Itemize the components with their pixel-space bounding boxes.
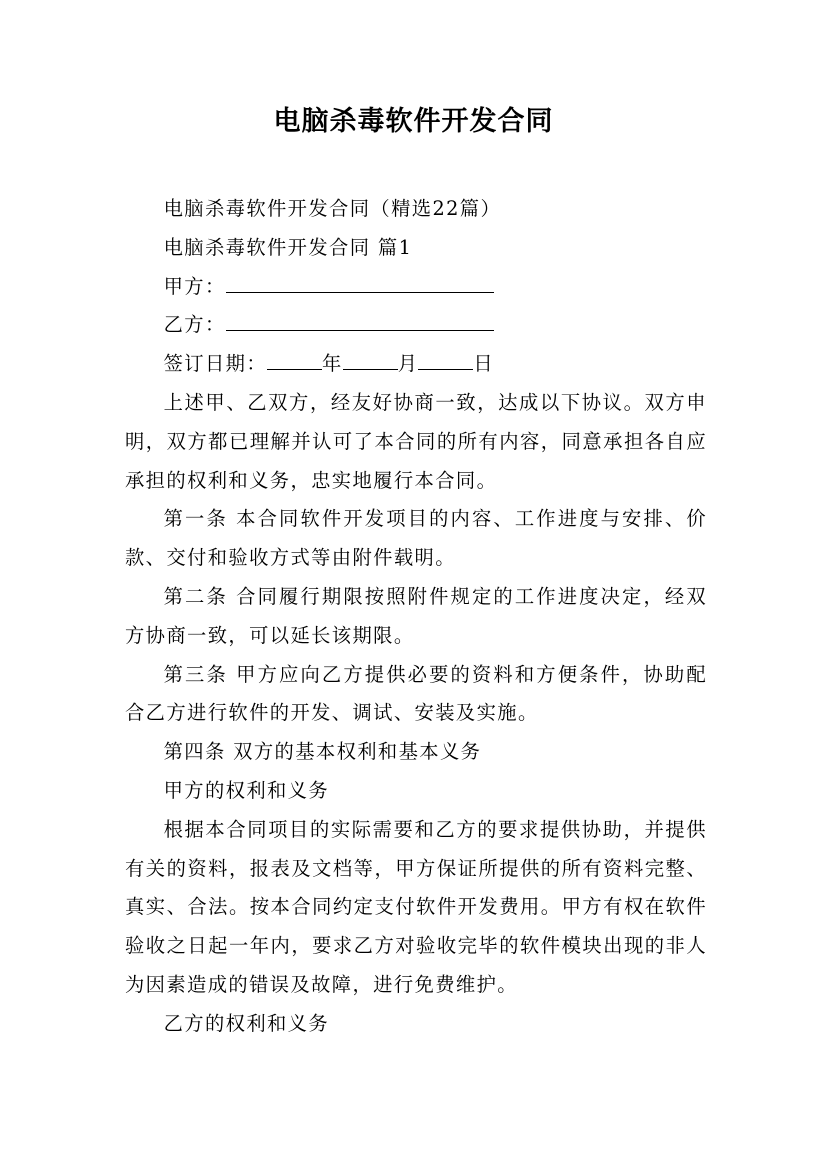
party-a-rights-paragraph: 根据本合同项目的实际需要和乙方的要求提供协助，并提供有关的资料，报表及文档等，甲方保证所提供的所有资料完整、真实、合法。按本合同约定支付软件开发费用。甲方有权在软件验收之日起一年内，要求乙方对验收完毕的软件模块出现的非人为因素造成的错误及故障，进行免费维护。 [125, 817, 707, 996]
month-label: 月 [397, 352, 419, 376]
party-b-line [125, 306, 707, 345]
party-b-rights-heading: 乙方的权利和义务 [163, 1011, 330, 1035]
month-blank [343, 349, 398, 370]
paragraph-article-1: 第一条 本合同软件开发项目的内容、工作进度与安排、价款、交付和验收方式等由附件载明。 [125, 507, 707, 570]
date-label: 签订日期： [163, 352, 267, 376]
party-a-line [125, 268, 707, 307]
year-label: 年 [322, 352, 343, 376]
party-b-label: 乙方： [163, 313, 226, 337]
paragraph-preamble: 上述甲、乙双方，经友好协商一致，达成以下协议。双方申明，双方都已理解并认可了本合同的所有内容，同意承担各自应承担的权利和义务，忠实地履行本合同。 [125, 390, 707, 492]
party-a-blank [226, 271, 494, 292]
party-b-blank [226, 310, 494, 331]
section-heading: 电脑杀毒软件开发合同 篇1 [163, 235, 413, 259]
day-blank [418, 349, 473, 370]
subtitle: 电脑杀毒软件开发合同（精选22篇） [163, 197, 502, 220]
year-blank [267, 349, 322, 370]
paragraph-article-3: 第三条 甲方应向乙方提供必要的资料和方便条件，协助配合乙方进行软件的开发、调试、安装及实施。 [125, 662, 707, 725]
document-title: 电脑杀毒软件开发合同 [273, 106, 554, 137]
document-body [125, 190, 707, 1044]
signing-date-line [125, 345, 707, 384]
party-a-label: 甲方： [163, 274, 226, 298]
paragraph-article-4: 第四条 双方的基本权利和基本义务 [163, 740, 482, 764]
day-label: 日 [473, 352, 495, 376]
paragraph-article-2: 第二条 合同履行期限按照附件规定的工作进度决定，经双方协商一致，可以延长该期限。 [125, 584, 707, 647]
party-a-rights-heading: 甲方的权利和义务 [163, 778, 330, 802]
